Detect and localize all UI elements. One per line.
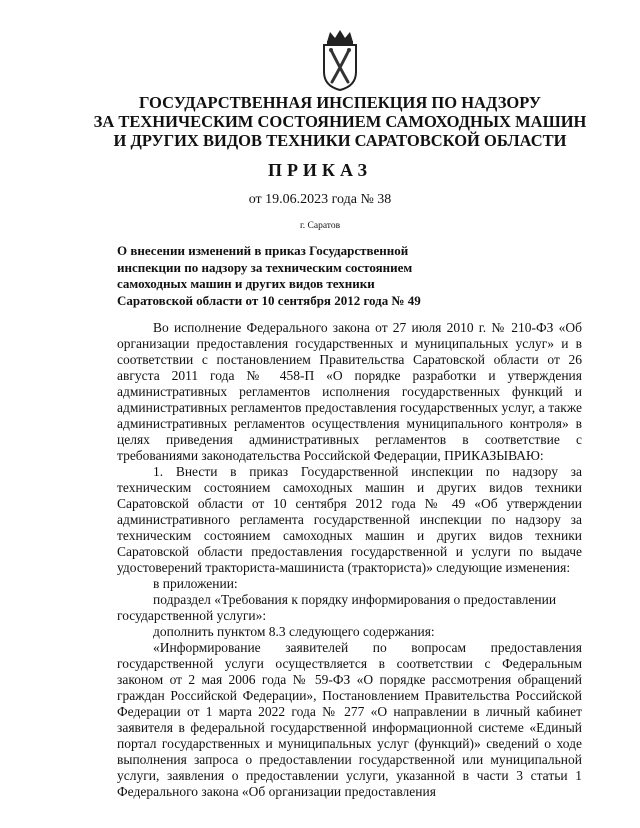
organization-name-line: ГОСУДАРСТВЕННАЯ ИНСПЕКЦИЯ ПО НАДЗОРУ xyxy=(138,93,542,112)
saratov-coat-of-arms-icon xyxy=(318,28,362,92)
body-paragraph: Во исполнение Федерального закона от 27 июля 2010 г. № 210-ФЗ «Об организации предоставления государственных и муниципальных услуг» и в соответствии с постановлением Правительства Саратовской области от 26 августа 2011 года № 458-П «О порядке разработки и утверждения административных регламентов исполнения государственных функций и административных регламентов предоставления государственных услуг, а также административных регламентов осуществления муниципального контроля» в целях приведения административных регламентов в соответствие с требованиями законодательства Российской Федерации, ПРИКАЗЫВАЮ: xyxy=(117,320,582,463)
body-paragraph: дополнить пунктом 8.3 следующего содержания: xyxy=(153,624,435,639)
organization-name xyxy=(80,93,600,150)
body-paragraph: 1. Внести в приказ Государственной инспекции по надзору за техническим состоянием самоходных машин и других видов техники Саратовской области от 10 сентября 2012 года № 49 «Об утверждении административного регламента государственной инспекции по надзору за техническим состоянием самоходных машин и других видов техники Саратовской области предоставления государственной и услуги по выдаче удостоверений тракториста-машиниста (тракториста)» следующие изменения: xyxy=(117,464,582,575)
order-city: г. Саратов xyxy=(299,221,341,231)
order-subject: О внесении изменений в приказ Государственной инспекции по надзору за техническим состоянием самоходных машин и других видов техники Саратовской области от 10 сентября 2012 года № 49 xyxy=(117,243,421,308)
body-paragraph: подраздел «Требования к порядку информирования о предоставлении государственной услуги»: xyxy=(117,592,557,623)
order-body xyxy=(117,320,582,800)
organization-name-line: ЗА ТЕХНИЧЕСКИМ СОСТОЯНИЕМ САМОХОДНЫХ МАШИН xyxy=(93,112,587,131)
body-paragraph: в приложении: xyxy=(153,576,238,591)
organization-name-line: И ДРУГИХ ВИДОВ ТЕХНИКИ САРАТОВСКОЙ ОБЛАСТИ xyxy=(113,131,567,150)
body-paragraph: «Информирование заявителей по вопросам предоставления государственной услуги осуществляется в соответствии с Федеральным законом от 2 мая 2006 года № 59-ФЗ «О порядке рассмотрения обращений граждан Российской Федерации», Постановлением Правительства Российской Федерации от 1 марта 2022 года № 277 «О направлении в личный кабинет заявителя в федеральной государственной информационной системе «Единый портал государственных и муниципальных услуг (функций)» сведений о ходе выполнения запроса о предоставлении государственной или муниципальной услуги, заявления о предоставлении услуги, указанной в части 3 статьи 1 Федерального закона «Об организации предоставления xyxy=(117,640,582,799)
order-title: ПРИКАЗ xyxy=(267,160,373,180)
order-date-number: от 19.06.2023 года № 38 xyxy=(248,192,392,207)
